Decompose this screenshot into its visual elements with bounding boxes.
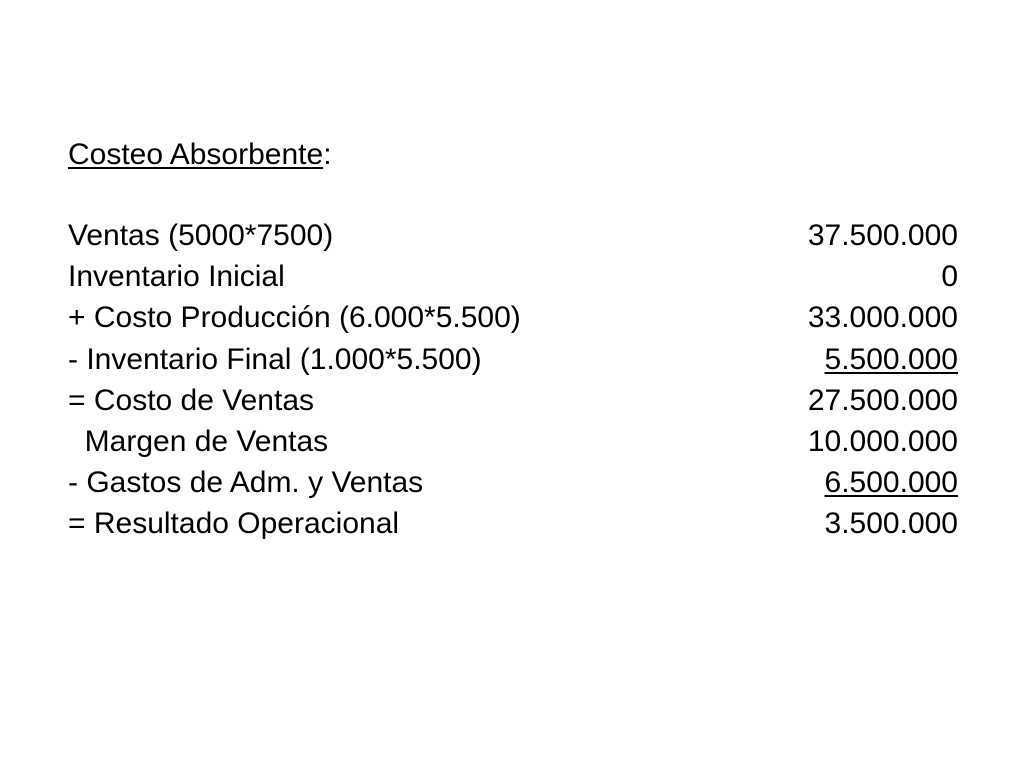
spacer — [68, 175, 958, 215]
income-statement — [68, 134, 958, 545]
row-resultado-operacional — [68, 503, 958, 544]
row-label: Margen de Ventas — [68, 424, 329, 458]
row-margen-de-ventas — [68, 421, 958, 462]
row-costo-de-ventas — [68, 380, 958, 421]
row-label: + Costo Producción (6.000*5.500) — [68, 301, 521, 335]
row-value: 27.500.000 — [807, 383, 958, 417]
row-value: 5.500.000 — [824, 342, 958, 376]
statement-title-text: Costeo Absorbente — [68, 138, 324, 171]
row-label: - Inventario Final (1.000*5.500) — [68, 342, 482, 376]
row-costo-produccion — [68, 297, 958, 338]
row-label: = Resultado Operacional — [68, 507, 400, 541]
row-label: - Gastos de Adm. y Ventas — [68, 466, 424, 500]
statement-title-colon: : — [323, 138, 332, 171]
row-value: 3.500.000 — [824, 507, 958, 541]
row-value: 33.000.000 — [807, 301, 958, 335]
row-label: Inventario Inicial — [68, 260, 285, 294]
row-label: = Costo de Ventas — [68, 383, 315, 417]
row-value: 6.500.000 — [824, 466, 958, 500]
row-gastos-adm-ventas — [68, 462, 958, 503]
row-value: 37.500.000 — [807, 219, 958, 252]
row-value: 10.000.000 — [807, 424, 958, 458]
row-label: Ventas (5000*7500) — [68, 219, 334, 252]
row-ventas — [68, 215, 958, 256]
row-inventario-inicial — [68, 256, 958, 297]
row-value: 0 — [941, 260, 958, 294]
statement-title — [68, 134, 958, 175]
row-inventario-final — [68, 339, 958, 380]
